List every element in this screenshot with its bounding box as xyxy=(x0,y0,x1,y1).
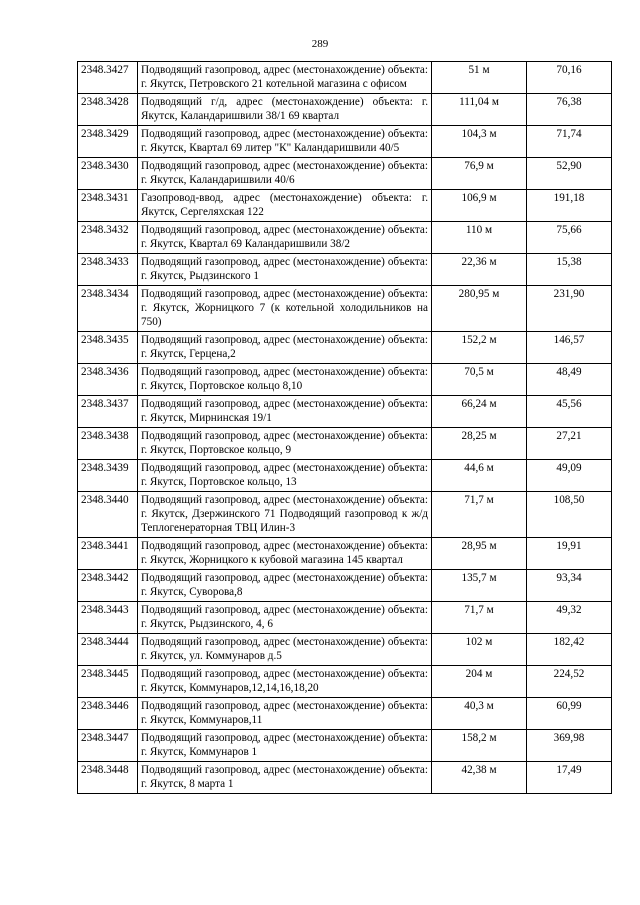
table-row xyxy=(78,570,612,602)
table-row xyxy=(78,62,612,94)
table-row xyxy=(78,94,612,126)
cell-object-description: Подводящий газопровод, адрес (местонахождение) объекта: г. Якутск, Коммунаров 1 xyxy=(138,730,432,762)
cell-value: 108,50 xyxy=(527,492,612,538)
cell-value: 45,56 xyxy=(527,396,612,428)
cell-object-description: Подводящий газопровод, адрес (местонахождение) объекта: г. Якутск, Рыдзинского 1 xyxy=(138,254,432,286)
cell-value: 70,16 xyxy=(527,62,612,94)
cell-length: 111,04 м xyxy=(432,94,527,126)
cell-value: 71,74 xyxy=(527,126,612,158)
cell-length: 40,3 м xyxy=(432,698,527,730)
cell-length: 66,24 м xyxy=(432,396,527,428)
cell-record-number: 2348.3427 xyxy=(78,62,138,94)
cell-value: 182,42 xyxy=(527,634,612,666)
cell-length: 71,7 м xyxy=(432,492,527,538)
cell-record-number: 2348.3438 xyxy=(78,428,138,460)
cell-record-number: 2348.3428 xyxy=(78,94,138,126)
table-row xyxy=(78,286,612,332)
table-row xyxy=(78,698,612,730)
cell-object-description: Подводящий газопровод, адрес (местонахождение) объекта: г. Якутск, Мирнинская 19/1 xyxy=(138,396,432,428)
cell-value: 52,90 xyxy=(527,158,612,190)
table-row xyxy=(78,730,612,762)
table-row xyxy=(78,666,612,698)
cell-object-description: Подводящий газопровод, адрес (местонахождение) объекта: г. Якутск, Суворова,8 xyxy=(138,570,432,602)
cell-length: 110 м xyxy=(432,222,527,254)
cell-object-description: Подводящий газопровод, адрес (местонахождение) объекта: г. Якутск, Квартал 69 Каландаришвили 38/2 xyxy=(138,222,432,254)
cell-record-number: 2348.3435 xyxy=(78,332,138,364)
table-row xyxy=(78,762,612,794)
table-row xyxy=(78,634,612,666)
cell-length: 71,7 м xyxy=(432,602,527,634)
cell-object-description: Газопровод-ввод, адрес (местонахождение) объекта: г. Якутск, Сергеляхская 122 xyxy=(138,190,432,222)
table-row xyxy=(78,364,612,396)
cell-length: 70,5 м xyxy=(432,364,527,396)
cell-record-number: 2348.3447 xyxy=(78,730,138,762)
cell-object-description: Подводящий газопровод, адрес (местонахождение) объекта: г. Якутск, 8 марта 1 xyxy=(138,762,432,794)
cell-object-description: Подводящий газопровод, адрес (местонахождение) объекта: г. Якутск, Каландаришвили 40/6 xyxy=(138,158,432,190)
cell-record-number: 2348.3436 xyxy=(78,364,138,396)
cell-value: 191,18 xyxy=(527,190,612,222)
table-row xyxy=(78,396,612,428)
cell-value: 27,21 xyxy=(527,428,612,460)
cell-value: 60,99 xyxy=(527,698,612,730)
cell-value: 75,66 xyxy=(527,222,612,254)
cell-length: 104,3 м xyxy=(432,126,527,158)
table-row xyxy=(78,492,612,538)
cell-length: 102 м xyxy=(432,634,527,666)
cell-value: 76,38 xyxy=(527,94,612,126)
cell-object-description: Подводящий газопровод, адрес (местонахождение) объекта: г. Якутск, Герцена,2 xyxy=(138,332,432,364)
cell-value: 49,09 xyxy=(527,460,612,492)
table-row xyxy=(78,222,612,254)
cell-record-number: 2348.3443 xyxy=(78,602,138,634)
cell-record-number: 2348.3432 xyxy=(78,222,138,254)
cell-object-description: Подводящий газопровод, адрес (местонахождение) объекта: г. Якутск, Квартал 69 литер "К" Каландаришвили 40/5 xyxy=(138,126,432,158)
cell-length: 28,95 м xyxy=(432,538,527,570)
cell-object-description: Подводящий газопровод, адрес (местонахождение) объекта: г. Якутск, Портовское кольцо, 9 xyxy=(138,428,432,460)
cell-record-number: 2348.3437 xyxy=(78,396,138,428)
cell-record-number: 2348.3444 xyxy=(78,634,138,666)
page-number: 289 xyxy=(311,38,329,50)
cell-length: 152,2 м xyxy=(432,332,527,364)
cell-record-number: 2348.3445 xyxy=(78,666,138,698)
cell-length: 42,38 м xyxy=(432,762,527,794)
cell-object-description: Подводящий газопровод, адрес (местонахождение) объекта: г. Якутск, Коммунаров,11 xyxy=(138,698,432,730)
cell-record-number: 2348.3431 xyxy=(78,190,138,222)
table-row xyxy=(78,126,612,158)
cell-length: 22,36 м xyxy=(432,254,527,286)
registry-table-body xyxy=(78,62,612,794)
cell-object-description: Подводящий газопровод, адрес (местонахождение) объекта: г. Якутск, Жорницкого 7 (к котельной холодильников на 750) xyxy=(138,286,432,332)
cell-object-description: Подводящий г/д, адрес (местонахождение) объекта: г. Якутск, Каландаришвили 38/1 69 квартал xyxy=(138,94,432,126)
cell-record-number: 2348.3448 xyxy=(78,762,138,794)
cell-value: 49,32 xyxy=(527,602,612,634)
cell-length: 106,9 м xyxy=(432,190,527,222)
cell-record-number: 2348.3433 xyxy=(78,254,138,286)
cell-value: 93,34 xyxy=(527,570,612,602)
cell-record-number: 2348.3442 xyxy=(78,570,138,602)
cell-record-number: 2348.3430 xyxy=(78,158,138,190)
cell-value: 146,57 xyxy=(527,332,612,364)
cell-value: 19,91 xyxy=(527,538,612,570)
cell-length: 204 м xyxy=(432,666,527,698)
cell-object-description: Подводящий газопровод, адрес (местонахождение) объекта: г. Якутск, Портовское кольцо, 13 xyxy=(138,460,432,492)
cell-object-description: Подводящий газопровод, адрес (местонахождение) объекта: г. Якутск, Коммунаров,12,14,16,18,20 xyxy=(138,666,432,698)
cell-record-number: 2348.3446 xyxy=(78,698,138,730)
cell-length: 135,7 м xyxy=(432,570,527,602)
table-row xyxy=(78,428,612,460)
cell-object-description: Подводящий газопровод, адрес (местонахождение) объекта: г. Якутск, Дзержинского 71 Подводящий газопровод к ж/д Теплогенераторная ТВЦ Илин-3 xyxy=(138,492,432,538)
cell-object-description: Подводящий газопровод, адрес (местонахождение) объекта: г. Якутск, Петровского 21 котельной магазина с офисом xyxy=(138,62,432,94)
table-row xyxy=(78,332,612,364)
table-row xyxy=(78,190,612,222)
cell-record-number: 2348.3439 xyxy=(78,460,138,492)
cell-value: 231,90 xyxy=(527,286,612,332)
cell-record-number: 2348.3440 xyxy=(78,492,138,538)
cell-record-number: 2348.3429 xyxy=(78,126,138,158)
table-row xyxy=(78,538,612,570)
cell-value: 17,49 xyxy=(527,762,612,794)
table-row xyxy=(78,158,612,190)
cell-value: 369,98 xyxy=(527,730,612,762)
table-row xyxy=(78,254,612,286)
cell-object-description: Подводящий газопровод, адрес (местонахождение) объекта: г. Якутск, Жорницкого к кубовой магазина 145 квартал xyxy=(138,538,432,570)
cell-value: 224,52 xyxy=(527,666,612,698)
cell-length: 44,6 м xyxy=(432,460,527,492)
cell-length: 28,25 м xyxy=(432,428,527,460)
cell-length: 76,9 м xyxy=(432,158,527,190)
cell-length: 158,2 м xyxy=(432,730,527,762)
cell-object-description: Подводящий газопровод, адрес (местонахождение) объекта: г. Якутск, ул. Коммунаров д.5 xyxy=(138,634,432,666)
cell-length: 280,95 м xyxy=(432,286,527,332)
cell-object-description: Подводящий газопровод, адрес (местонахождение) объекта: г. Якутск, Рыдзинского, 4, 6 xyxy=(138,602,432,634)
cell-value: 48,49 xyxy=(527,364,612,396)
cell-value: 15,38 xyxy=(527,254,612,286)
cell-length: 51 м xyxy=(432,62,527,94)
cell-record-number: 2348.3434 xyxy=(78,286,138,332)
table-row xyxy=(78,460,612,492)
table-row xyxy=(78,602,612,634)
registry-table xyxy=(77,61,612,794)
cell-record-number: 2348.3441 xyxy=(78,538,138,570)
cell-object-description: Подводящий газопровод, адрес (местонахождение) объекта: г. Якутск, Портовское кольцо 8,10 xyxy=(138,364,432,396)
